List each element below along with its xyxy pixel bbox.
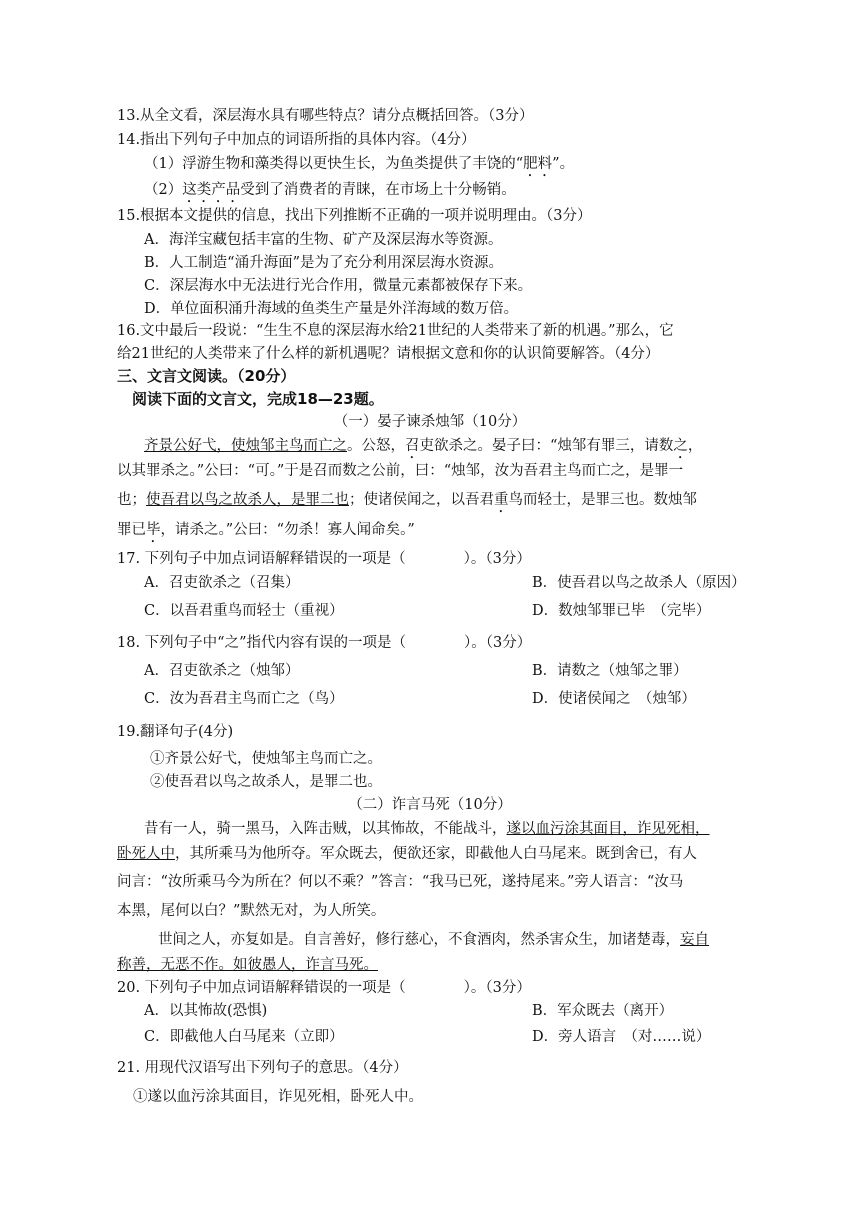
option-c: C．即截他人白马尾来（立即） <box>144 1029 344 1045</box>
line-q18-cd <box>144 689 696 709</box>
text: ；使诸侯闻之，以吾君 <box>349 492 494 508</box>
underlined-sentence: 使吾君以鸟之故杀人，是罪二也 <box>146 492 349 508</box>
text: 罪已 <box>117 522 146 538</box>
text: 。 <box>559 156 575 172</box>
dotted-word: 这类产品 <box>182 182 241 198</box>
dotted-word: 召 <box>405 438 420 454</box>
text2-line-2 <box>117 844 697 864</box>
underlined-sentence: 齐景公好弋，使烛邹主鸟而亡之 <box>144 438 347 454</box>
text2-line-4: 本黑，尾何以白？”默然无对，为人所笑。 <box>117 903 386 919</box>
line-q20-cd <box>144 1027 711 1047</box>
text: 吏欲杀之。晏子曰：“烛邹有罪三，请数 <box>419 438 674 454</box>
line-q20-ab <box>144 1001 674 1021</box>
underlined-sentence: 称善，无恶不作。如彼愚人，诈言马死。 <box>117 957 378 973</box>
text: 也； <box>117 492 146 508</box>
underlined-sentence: 遂以血污涂其面目，诈见死相， <box>506 821 710 837</box>
text: 鸟而轻士，是罪三也。数烛邹 <box>508 492 697 508</box>
dotted-word: “肥料” <box>515 156 560 172</box>
line-q14: 14.指出下列句子中加点的词语所指的具体内容。（4分） <box>117 132 476 148</box>
underlined-sentence: 妄自 <box>680 932 709 948</box>
line-q18: 18. 下列句子中“之”指代内容有误的一项是（ ）。（3分） <box>117 635 532 651</box>
text1-line-4 <box>117 520 415 546</box>
text2-title: （二）诈言马死（10分） <box>348 797 512 813</box>
text2-line-5 <box>158 930 709 950</box>
line-q19-2: ②使吾君以鸟之故杀人，是罪二也。 <box>150 774 382 790</box>
text1-line-2: 以其罪杀之。”公曰：“可。”于是召而数之公前，曰：“烛邹，汝为吾君主鸟而亡之，是罪一 <box>117 463 684 479</box>
line-q21-1: ①遂以血污涂其面目，诈见死相，卧死人中。 <box>133 1089 423 1105</box>
underlined-sentence: 卧死人中 <box>117 846 175 862</box>
dotted-word: 之 <box>673 438 688 454</box>
text1-line-1 <box>144 436 702 462</box>
line-q20: 20. 下列句子中加点词语解释错误的一项是（ ）。（3分） <box>117 980 531 996</box>
text: （2） <box>144 182 183 198</box>
text: 昔有一人，骑一黑马，入阵击贼，以其怖故，不能战斗， <box>144 821 507 837</box>
line-q19-1: ①齐景公好弋，使烛邹主鸟而亡之。 <box>150 751 382 767</box>
line-q15-d: D．单位面积涌升海域的鱼类生产量是外洋海域的数万倍。 <box>144 301 519 317</box>
line-q16-1: 16.文中最后一段说：“生生不息的深层海水给21世纪的人类带来了新的机遇。”那么，它 <box>117 323 674 339</box>
dotted-word: 重 <box>494 492 509 508</box>
line-q14-1 <box>144 154 574 180</box>
line-q15-b: B．人工制造“涌升海面”是为了充分利用深层海水资源。 <box>144 255 503 271</box>
line-q15-c: C．深层海水中无法进行光合作用，微量元素都被保存下来。 <box>144 278 533 294</box>
text2-line-1 <box>144 819 710 839</box>
text: ，其所乘马为他所夺。军众既去，便欲还家，即截他人白马尾来。既到舍已，有人 <box>175 846 697 862</box>
line-q17: 17. 下列句子中加点词语解释错误的一项是（ ）。（3分） <box>117 551 531 567</box>
text1-title: （一）晏子谏杀烛邹（10分） <box>333 414 527 430</box>
text: 。公怒， <box>347 438 405 454</box>
text1-line-3 <box>117 490 697 516</box>
section-3-heading: 三、文言文阅读。（20分） <box>117 367 296 385</box>
option-a: A．召吏欲杀之（召集） <box>144 575 300 591</box>
line-q18-ab <box>144 661 688 681</box>
option-c: C．以吾君重鸟而轻士（重视） <box>144 603 344 619</box>
line-q21: 21. 用现代汉语写出下列句子的意思。（4分） <box>117 1060 408 1076</box>
line-q17-ab <box>144 573 746 593</box>
option-a: A．以其怖故(恐惧) <box>144 1003 268 1019</box>
option-b: B．使吾君以鸟之故杀人（原因） <box>532 575 746 591</box>
option-c: C．汝为吾君主鸟而亡之（鸟） <box>144 691 344 707</box>
option-b: B．请数之（烛邹之罪） <box>532 663 688 679</box>
line-q16-2: 给21世纪的人类带来了什么样的新机遇呢？请根据文意和你的认识简要解答。（4分） <box>117 346 660 362</box>
line-q19: 19.翻译句子(4分) <box>117 724 234 740</box>
option-b: B．军众既去（离开） <box>532 1003 674 1019</box>
section-3-instruction: 阅读下面的文言文，完成18—23题。 <box>132 390 384 408</box>
text: 世间之人，亦复如是。自言善好，修行慈心，不食酒肉，然杀害众生，加诸楚毒， <box>158 932 680 948</box>
option-d: D．数烛邹罪已毕 （完毕） <box>532 603 711 619</box>
text: ，请杀之。”公曰：“勿杀！寡人闻命矣。” <box>160 522 415 538</box>
line-q17-cd <box>144 601 711 621</box>
text2-line-3: 问言：“汝所乘马今为所在？何以不乘？”答言：“我马已死，遂持尾来。”旁人语言：“汝马 <box>117 874 684 890</box>
line-q15: 15.根据本文提供的信息，找出下列推断不正确的一项并说明理由。（3分） <box>117 208 592 224</box>
text2-line-6 <box>117 955 378 975</box>
text: ， <box>687 438 703 454</box>
line-q15-a: A．海洋宝藏包括丰富的生物、矿产及深层海水等资源。 <box>144 232 503 248</box>
option-d: D．使诸侯闻之 （烛邹） <box>532 691 696 707</box>
line-q13: 13.从全文看，深层海水具有哪些特点？请分点概括回答。（3分） <box>117 108 534 124</box>
dotted-word: 毕 <box>146 522 161 538</box>
text: 受到了消费者的青睐，在市场上十分畅销。 <box>240 182 516 198</box>
option-d: D．旁人语言 （对……说） <box>532 1029 711 1045</box>
line-q14-2 <box>144 180 516 206</box>
text: （1）浮游生物和藻类得以更快生长，为鱼类提供了丰饶的 <box>144 156 516 172</box>
option-a: A．召吏欲杀之（烛邹） <box>144 663 300 679</box>
